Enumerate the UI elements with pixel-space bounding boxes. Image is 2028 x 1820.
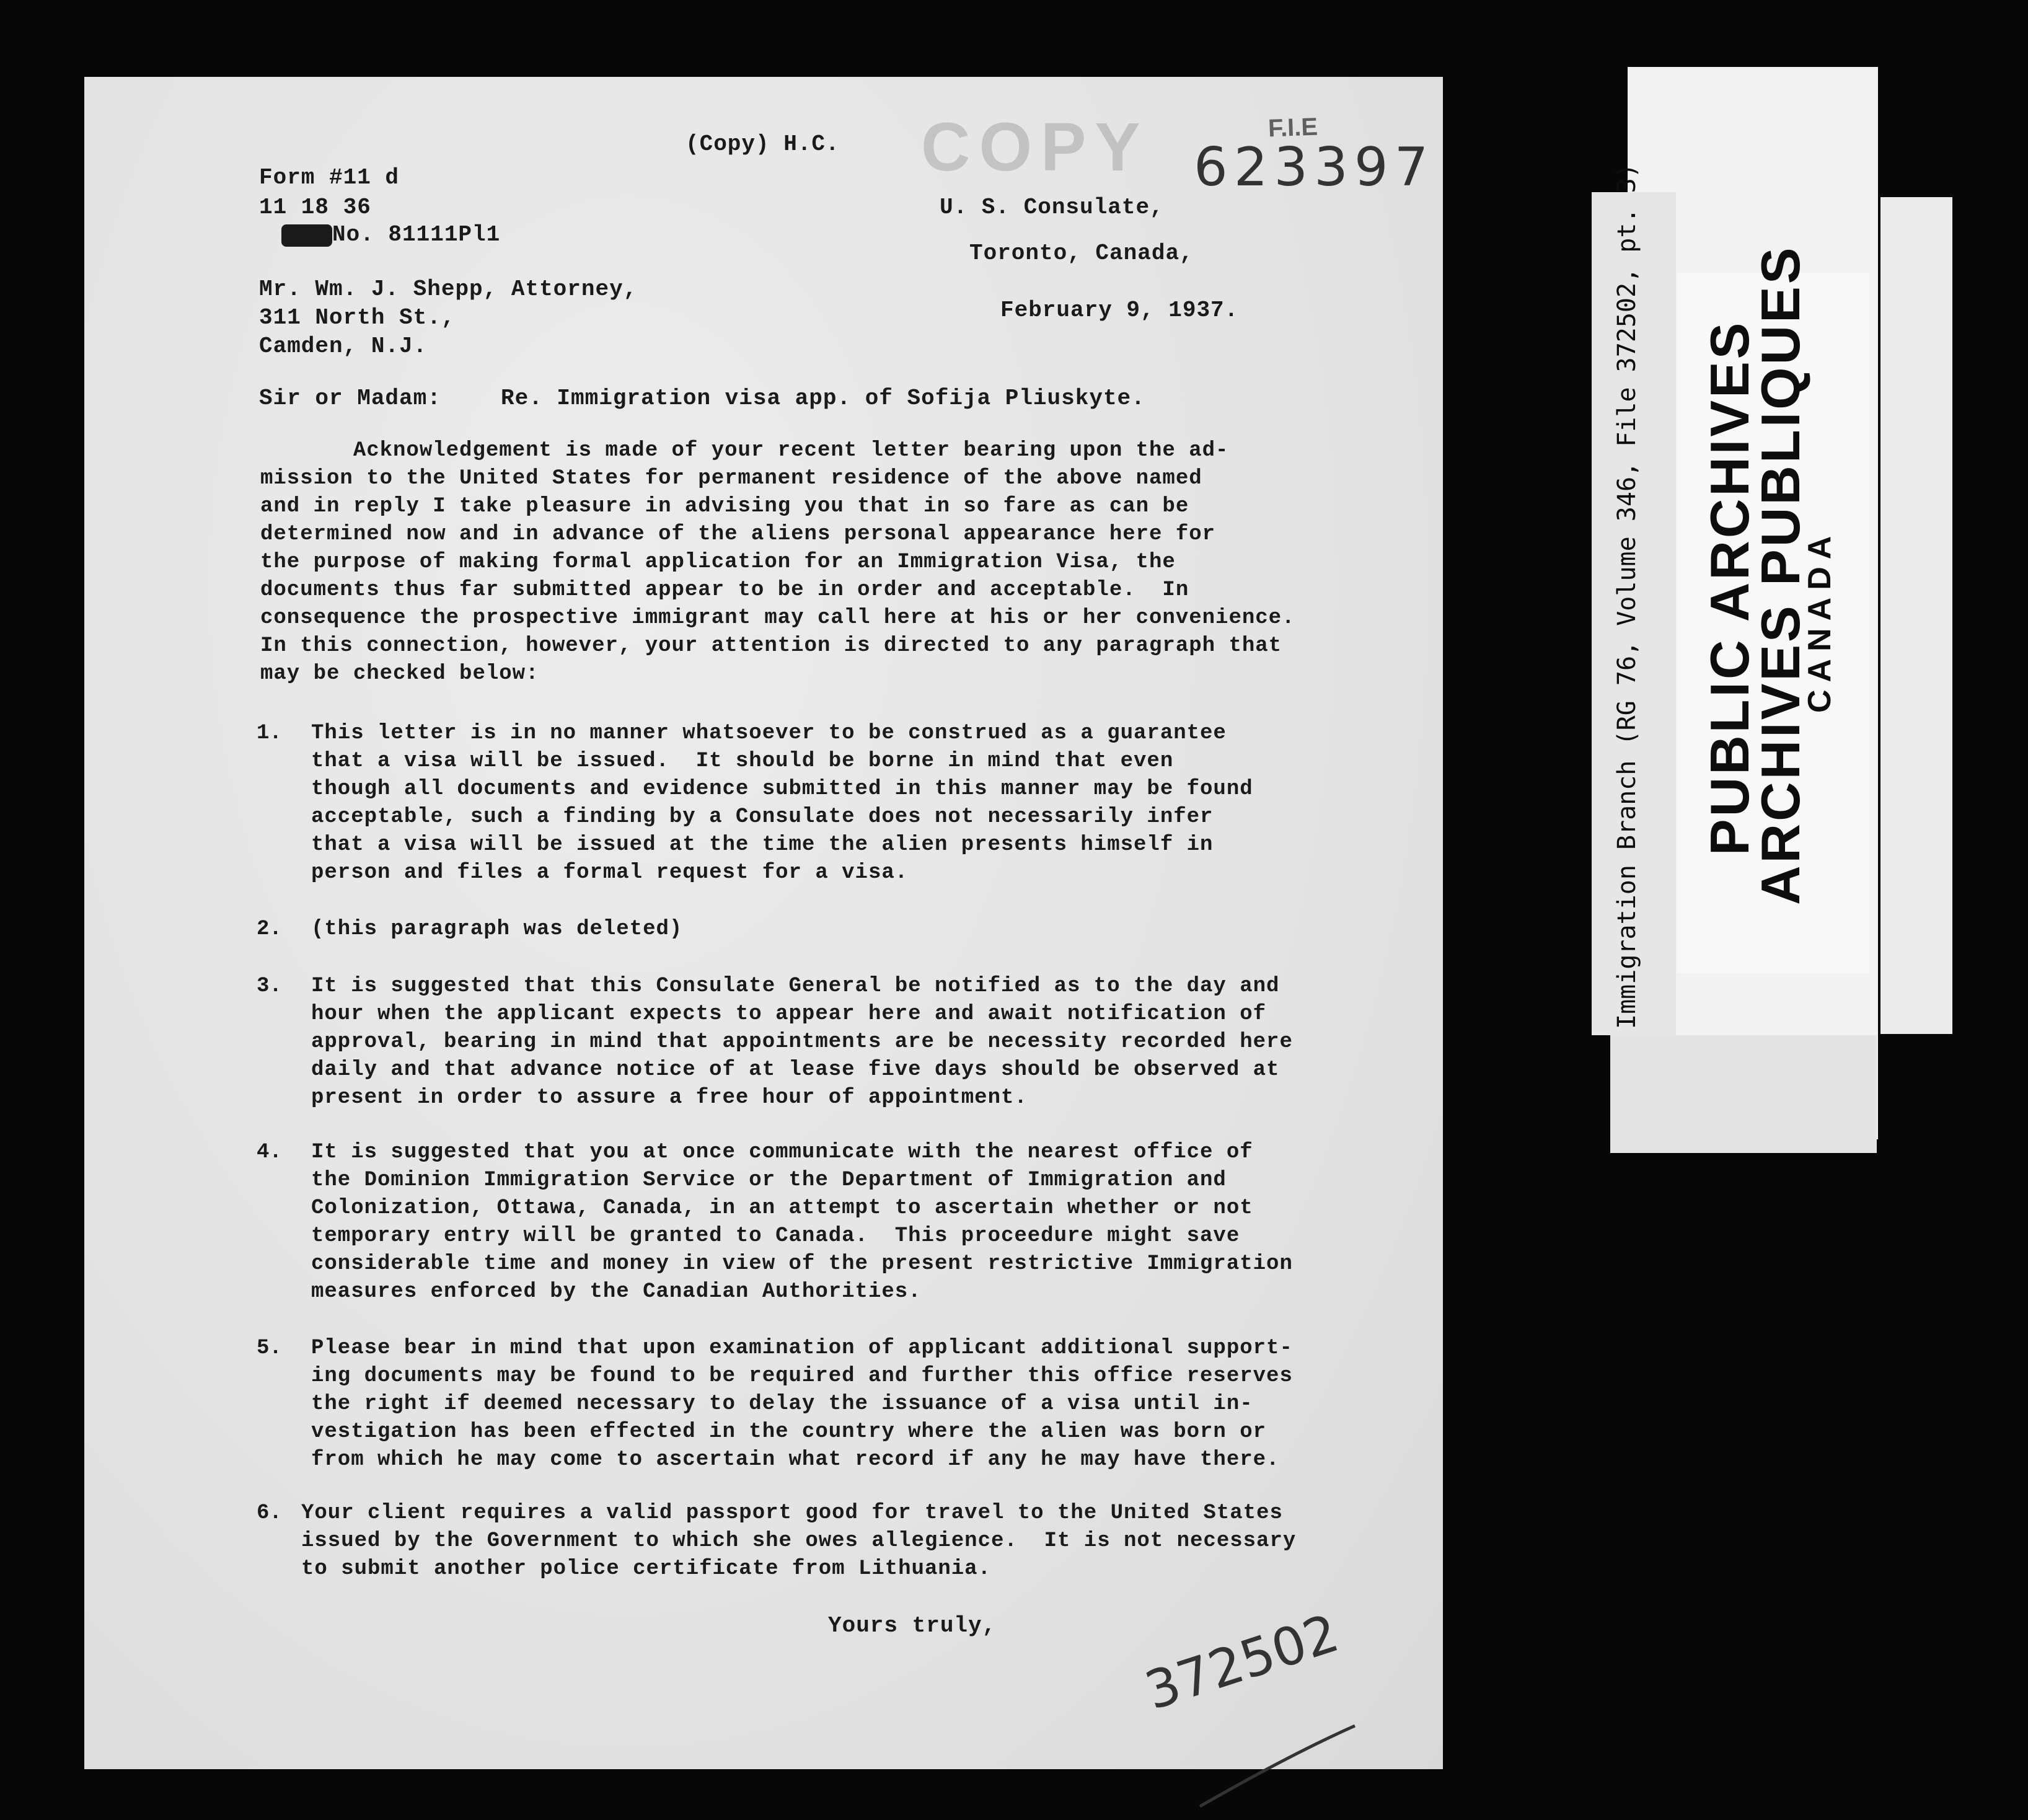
closing: Yours truly, [828, 1613, 997, 1638]
paragraph-line: the right if deemed necessary to delay the issuance of a visa until in- [311, 1392, 1253, 1416]
archive-line-public: PUBLIC ARCHIVES [1699, 320, 1760, 855]
paragraph-line: acceptable, such a finding by a Consulate does not necessarily infer [311, 805, 1214, 829]
copy-mark: (Copy) H.C. [686, 131, 840, 157]
paragraph-number: 4. [257, 1141, 282, 1164]
redacted-mark [281, 224, 332, 247]
addressee-city: Camden, N.J. [259, 334, 428, 359]
paragraph-line: vestigation has been effected in the country where the alien was born or [311, 1420, 1267, 1444]
paragraph-line: that a visa will be issued at the time the alien presents himself in [311, 833, 1214, 857]
intro-line: consequence the prospective immigrant may call here at his or her convenience. [260, 606, 1295, 630]
sender-city: Toronto, Canada, [969, 241, 1194, 266]
intro-line: and in reply I take pleasure in advising you that in so fare as can be [260, 495, 1189, 518]
intro-line: mission to the United States for permanent residence of the above named [260, 467, 1202, 490]
archive-line-publiques: ARCHIVES PUBLIQUES [1750, 245, 1811, 905]
handwritten-file-number: 623397 [1194, 136, 1435, 198]
intro-line: the purpose of making formal application for an Immigration Visa, the [260, 550, 1176, 574]
paragraph-line: This letter is in no manner whatsoever to be construed as a guarantee [311, 722, 1227, 745]
handwritten-underline [1188, 1713, 1373, 1813]
paragraph-line: considerable time and money in view of the present restrictive Immigration [311, 1252, 1293, 1276]
intro-line: Acknowledgement is made of your recent letter bearing upon the ad- [260, 439, 1229, 462]
intro-line: In this connection, however, your attention is directed to any paragraph that [260, 634, 1282, 658]
paragraph-line: It is suggested that this Consulate General be notified as to the day and [311, 974, 1280, 998]
paragraph-line: from which he may come to ascertain what record if any he may have there. [311, 1448, 1280, 1472]
paragraph-line: (this paragraph was deleted) [311, 917, 683, 941]
paragraph-line: person and files a formal request for a visa. [311, 861, 909, 885]
sender-office: U. S. Consulate, [940, 195, 1164, 220]
archive-line-canada: CANADA [1802, 528, 1838, 713]
handwritten-bottom-number: 372502 [1138, 1602, 1346, 1722]
form-number: Form #11 d [259, 165, 400, 190]
letter-date: February 9, 1937. [1000, 298, 1239, 323]
paragraph-line: Please bear in mind that upon examination of applicant additional support- [311, 1336, 1293, 1360]
paragraph-number: 6. [257, 1501, 282, 1525]
file-number: No. 81111Pl1 [332, 222, 501, 247]
paragraph-line: though all documents and evidence submitted in this manner may be found [311, 777, 1253, 801]
letter-page [84, 77, 1443, 1769]
salutation: Sir or Madam: [259, 386, 441, 411]
form-date: 11 18 36 [259, 195, 371, 220]
paragraph-number: 5. [257, 1336, 282, 1360]
copy-stamp: COPY [921, 109, 1149, 185]
paragraph-number: 2. [257, 917, 282, 941]
addressee-street: 311 North St., [259, 305, 456, 330]
file-stamp: F.I.E [1268, 113, 1318, 143]
paragraph-line: It is suggested that you at once communicate with the nearest office of [311, 1141, 1253, 1164]
subject-line: Re. Immigration visa app. of Sofija Pliuskyte. [501, 386, 1145, 411]
paragraph-line: temporary entry will be granted to Canada. This proceedure might save [311, 1224, 1240, 1248]
paragraph-line: approval, bearing in mind that appointments are be necessity recorded here [311, 1030, 1293, 1054]
paragraph-line: to submit another police certificate from Lithuania. [301, 1557, 991, 1581]
paragraph-line: the Dominion Immigration Service or the Department of Immigration and [311, 1168, 1227, 1192]
paragraph-line: Your client requires a valid passport good for travel to the United States [301, 1501, 1283, 1525]
archive-label-bottom [1610, 1035, 1877, 1153]
intro-line: documents thus far submitted appear to be in order and acceptable. In [260, 578, 1189, 602]
paragraph-number: 1. [257, 722, 282, 745]
paragraph-line: hour when the applicant expects to appear here and await notification of [311, 1002, 1267, 1026]
paragraph-number: 3. [257, 974, 282, 998]
paragraph-line: issued by the Government to which she owes allegience. It is not necessary [301, 1529, 1297, 1553]
paragraph-line: measures enforced by the Canadian Authorities. [311, 1280, 922, 1304]
paragraph-line: Colonization, Ottawa, Canada, in an attempt to ascertain whether or not [311, 1196, 1253, 1220]
paragraph-line: that a visa will be issued. It should be borne in mind that even [311, 749, 1174, 773]
intro-line: determined now and in advance of the aliens personal appearance here for [260, 523, 1216, 546]
paragraph-line: daily and that advance notice of at lease five days should be observed at [311, 1058, 1280, 1082]
intro-line: may be checked below: [260, 662, 539, 686]
paragraph-line: present in order to assure a free hour of appointment. [311, 1086, 1028, 1110]
addressee-name: Mr. Wm. J. Shepp, Attorney, [259, 276, 638, 302]
paragraph-line: ing documents may be found to be required and further this office reserves [311, 1364, 1293, 1388]
archive-source-text: Immigration Branch (RG 76, Volume 346, File 372502, pt. 3) [1613, 163, 1641, 1029]
archive-label-edge [1880, 197, 1952, 1034]
